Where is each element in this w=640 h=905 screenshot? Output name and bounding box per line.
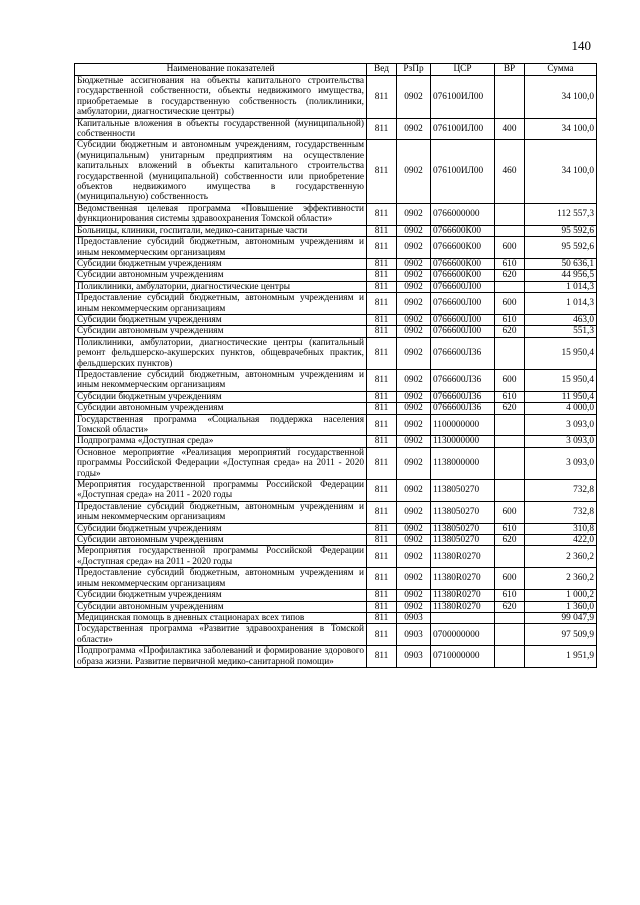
cell-vr [495,203,525,225]
cell-sum: 422,0 [525,535,597,546]
column-header-ved: Вед [367,64,397,76]
cell-rzpr: 0902 [397,118,431,140]
cell-vr: 610 [495,258,525,269]
cell-ved: 811 [367,270,397,281]
cell-name: Субсидии бюджетным учреждениям [75,523,367,534]
cell-vr [495,480,525,502]
cell-name: Субсидии автономным учреждениям [75,601,367,612]
cell-csr: 0766600К00 [431,225,495,236]
cell-rzpr: 0902 [397,535,431,546]
cell-ved: 811 [367,601,397,612]
cell-csr: 0766600Л00 [431,281,495,292]
cell-rzpr: 0902 [397,414,431,436]
cell-csr: 1138050270 [431,523,495,534]
column-header-sum: Сумма [525,64,597,76]
cell-ved: 811 [367,326,397,337]
cell-name: Предоставление субсидий бюджетным, автономным учреждениям и иным некоммерческим организациям [75,568,367,590]
cell-ved: 811 [367,612,397,623]
cell-sum: 1 014,3 [525,293,597,315]
cell-rzpr: 0902 [397,590,431,601]
cell-rzpr: 0902 [397,293,431,315]
cell-sum: 1 360,0 [525,601,597,612]
cell-vr: 600 [495,237,525,259]
table-row [75,480,597,502]
cell-csr: 0766600К00 [431,258,495,269]
table-row [75,568,597,590]
cell-rzpr: 0902 [397,436,431,447]
cell-vr [495,337,525,369]
table-row [75,140,597,203]
cell-ved: 811 [367,369,397,391]
cell-name: Субсидии автономным учреждениям [75,270,367,281]
cell-rzpr: 0902 [397,140,431,203]
cell-ved: 811 [367,258,397,269]
cell-ved: 811 [367,314,397,325]
cell-name: Предоставление субсидий бюджетным, автономным учреждениям и иным некоммерческим организациям [75,237,367,259]
cell-csr: 11380R0270 [431,601,495,612]
cell-csr: 11380R0270 [431,546,495,568]
cell-rzpr: 0902 [397,326,431,337]
column-header-name: Наименование показателей [75,64,367,76]
cell-sum: 1 014,3 [525,281,597,292]
cell-vr [495,436,525,447]
cell-csr: 11380R0270 [431,568,495,590]
cell-sum: 732,8 [525,501,597,523]
cell-name: Подпрограмма «Профилактика заболеваний и формирование здорового образа жизни. Развитие первичной медико-санитарной помощи» [75,646,367,668]
cell-name: Основное мероприятие «Реализация мероприятий государственной программы Российской Федерации «Доступная среда» на 2011 - 2020 годы» [75,447,367,479]
cell-ved: 811 [367,436,397,447]
cell-name: Мероприятия государственной программы Российской Федерации «Доступная среда» на 2011 - 2020 годы [75,480,367,502]
cell-rzpr: 0902 [397,403,431,414]
cell-sum: 97 509,9 [525,624,597,646]
cell-name: Капитальные вложения в объекты государственной (муниципальной) собственности [75,118,367,140]
cell-csr: 1130000000 [431,436,495,447]
cell-rzpr: 0902 [397,76,431,119]
cell-vr [495,281,525,292]
cell-csr: 1138050270 [431,535,495,546]
cell-name: Ведомственная целевая программа «Повышение эффективности функционирования системы здравоохранения Томской области» [75,203,367,225]
cell-vr: 620 [495,270,525,281]
cell-name: Предоставление субсидий бюджетным, автономным учреждениям и иным некоммерческим организациям [75,293,367,315]
cell-ved: 811 [367,590,397,601]
table-row [75,293,597,315]
cell-csr: 076100ИЛ00 [431,140,495,203]
cell-csr: 11380R0270 [431,590,495,601]
table-row [75,369,597,391]
cell-name: Субсидии бюджетным и автономным учреждениям, государственным (муниципальным) унитарным предприятиям на осуществление капитальных вложений в объекты капитального строительства государственной (муниципальной) собственности или приобретение объектов недвижимого имущества в государственную (муниципальную) собственность [75,140,367,203]
cell-sum: 2 360,2 [525,568,597,590]
table-row [75,436,597,447]
cell-name: Предоставление субсидий бюджетным, автономным учреждениям и иным некоммерческим организациям [75,501,367,523]
cell-vr: 600 [495,293,525,315]
column-header-rzpr: РзПр [397,64,431,76]
cell-rzpr: 0903 [397,612,431,623]
cell-name: Субсидии бюджетным учреждениям [75,314,367,325]
table-row [75,447,597,479]
cell-csr: 0766600К00 [431,270,495,281]
table-row [75,258,597,269]
cell-sum: 99 047,9 [525,612,597,623]
cell-ved: 811 [367,414,397,436]
table-row [75,535,597,546]
cell-rzpr: 0902 [397,270,431,281]
cell-rzpr: 0902 [397,281,431,292]
cell-vr: 620 [495,535,525,546]
cell-ved: 811 [367,535,397,546]
cell-vr: 610 [495,590,525,601]
cell-vr [495,414,525,436]
cell-ved: 811 [367,140,397,203]
cell-csr: 1138050270 [431,501,495,523]
cell-name: Подпрограмма «Доступная среда» [75,436,367,447]
cell-rzpr: 0902 [397,237,431,259]
cell-sum: 95 592,6 [525,237,597,259]
table-row [75,612,597,623]
cell-csr: 1138050270 [431,480,495,502]
cell-ved: 811 [367,523,397,534]
cell-vr [495,225,525,236]
cell-vr: 600 [495,568,525,590]
table-row [75,337,597,369]
cell-name: Субсидии бюджетным учреждениям [75,391,367,402]
cell-rzpr: 0903 [397,624,431,646]
cell-ved: 811 [367,225,397,236]
cell-csr: 0766600Л36 [431,403,495,414]
cell-vr: 620 [495,601,525,612]
table-row [75,501,597,523]
table-body [75,76,597,668]
cell-sum: 3 093,0 [525,447,597,479]
cell-vr: 620 [495,403,525,414]
column-header-csr: ЦСР [431,64,495,76]
cell-csr: 0766600Л00 [431,293,495,315]
cell-ved: 811 [367,337,397,369]
table-row [75,314,597,325]
cell-csr: 0710000000 [431,646,495,668]
cell-sum: 15 950,4 [525,337,597,369]
cell-ved: 811 [367,118,397,140]
table-header-row [75,64,597,76]
cell-sum: 310,8 [525,523,597,534]
cell-name: Поликлиники, амбулатории, диагностические центры [75,281,367,292]
cell-vr: 620 [495,326,525,337]
table-row [75,403,597,414]
cell-rzpr: 0902 [397,203,431,225]
cell-rzpr: 0902 [397,546,431,568]
cell-csr: 0766600Л00 [431,314,495,325]
cell-sum: 732,8 [525,480,597,502]
cell-rzpr: 0902 [397,447,431,479]
cell-sum: 551,3 [525,326,597,337]
cell-vr: 400 [495,118,525,140]
table-row [75,391,597,402]
table-row [75,203,597,225]
cell-vr [495,646,525,668]
cell-sum: 1 000,2 [525,590,597,601]
table-row [75,76,597,119]
cell-vr: 600 [495,369,525,391]
cell-name: Мероприятия государственной программы Российской Федерации «Доступная среда» на 2011 - 2020 годы [75,546,367,568]
cell-sum: 3 093,0 [525,436,597,447]
cell-csr: 0766600Л36 [431,337,495,369]
cell-ved: 811 [367,546,397,568]
cell-name: Субсидии бюджетным учреждениям [75,590,367,601]
cell-vr [495,76,525,119]
cell-name: Субсидии автономным учреждениям [75,403,367,414]
cell-ved: 811 [367,281,397,292]
cell-csr: 0766600Л36 [431,391,495,402]
cell-rzpr: 0902 [397,501,431,523]
table-row [75,646,597,668]
cell-sum: 34 100,0 [525,118,597,140]
cell-vr: 610 [495,523,525,534]
cell-ved: 811 [367,480,397,502]
cell-sum: 44 956,5 [525,270,597,281]
cell-vr [495,612,525,623]
cell-sum: 3 093,0 [525,414,597,436]
cell-csr [431,612,495,623]
table-row [75,270,597,281]
cell-vr [495,624,525,646]
cell-rzpr: 0902 [397,523,431,534]
cell-ved: 811 [367,293,397,315]
table-row [75,523,597,534]
cell-name: Предоставление субсидий бюджетным, автономным учреждениям и иным некоммерческим организациям [75,369,367,391]
table-row [75,624,597,646]
table-row [75,414,597,436]
table-row [75,326,597,337]
cell-rzpr: 0902 [397,369,431,391]
cell-rzpr: 0902 [397,568,431,590]
cell-vr: 460 [495,140,525,203]
cell-rzpr: 0902 [397,391,431,402]
cell-rzpr: 0903 [397,646,431,668]
budget-table [74,63,597,668]
cell-sum: 50 636,1 [525,258,597,269]
cell-ved: 811 [367,391,397,402]
cell-name: Субсидии бюджетным учреждениям [75,258,367,269]
cell-rzpr: 0902 [397,337,431,369]
cell-csr: 1100000000 [431,414,495,436]
cell-rzpr: 0902 [397,601,431,612]
cell-sum: 34 100,0 [525,76,597,119]
cell-name: Государственная программа «Социальная поддержка населения Томской области» [75,414,367,436]
cell-csr: 076100ИЛ00 [431,118,495,140]
cell-name: Медицинская помощь в дневных стационарах всех типов [75,612,367,623]
cell-sum: 112 557,3 [525,203,597,225]
cell-csr: 0766000000 [431,203,495,225]
cell-ved: 811 [367,447,397,479]
cell-rzpr: 0902 [397,225,431,236]
cell-csr: 0766600Л36 [431,369,495,391]
cell-vr [495,546,525,568]
cell-csr: 0766600Л00 [431,326,495,337]
cell-ved: 811 [367,568,397,590]
cell-csr: 1138000000 [431,447,495,479]
cell-sum: 1 951,9 [525,646,597,668]
column-header-vr: ВР [495,64,525,76]
cell-ved: 811 [367,237,397,259]
page-number: 140 [571,38,591,53]
cell-name: Субсидии автономным учреждениям [75,326,367,337]
cell-ved: 811 [367,624,397,646]
cell-sum: 2 360,2 [525,546,597,568]
cell-ved: 811 [367,501,397,523]
table-row [75,281,597,292]
cell-sum: 15 950,4 [525,369,597,391]
cell-sum: 11 950,4 [525,391,597,402]
cell-vr: 600 [495,501,525,523]
cell-ved: 811 [367,403,397,414]
cell-csr: 076100ИЛ00 [431,76,495,119]
cell-name: Больницы, клиники, госпитали, медико-санитарные части [75,225,367,236]
table-row [75,546,597,568]
cell-name: Субсидии автономным учреждениям [75,535,367,546]
cell-rzpr: 0902 [397,258,431,269]
cell-sum: 463,0 [525,314,597,325]
cell-vr [495,447,525,479]
cell-ved: 811 [367,203,397,225]
cell-csr: 0766600К00 [431,237,495,259]
cell-sum: 95 592,6 [525,225,597,236]
cell-vr: 610 [495,391,525,402]
cell-sum: 34 100,0 [525,140,597,203]
table-row [75,225,597,236]
cell-name: Поликлиники, амбулатории, диагностические центры (капитальный ремонт фельдшерско-акушерских пунктов, общеврачебных практик, фельдшерских пунктов) [75,337,367,369]
cell-name: Государственная программа «Развитие здравоохранения в Томской области» [75,624,367,646]
cell-vr: 610 [495,314,525,325]
cell-ved: 811 [367,76,397,119]
table-row [75,601,597,612]
cell-name: Бюджетные ассигнования на объекты капитального строительства государственной собственности, объекты недвижимого имущества, приобретаемые в государственную собственность (поликлиники, амбулатории, диагностические центры) [75,76,367,119]
cell-csr: 0700000000 [431,624,495,646]
cell-ved: 811 [367,646,397,668]
cell-sum: 4 000,0 [525,403,597,414]
cell-rzpr: 0902 [397,480,431,502]
table-row [75,237,597,259]
cell-rzpr: 0902 [397,314,431,325]
table-row [75,590,597,601]
table-row [75,118,597,140]
